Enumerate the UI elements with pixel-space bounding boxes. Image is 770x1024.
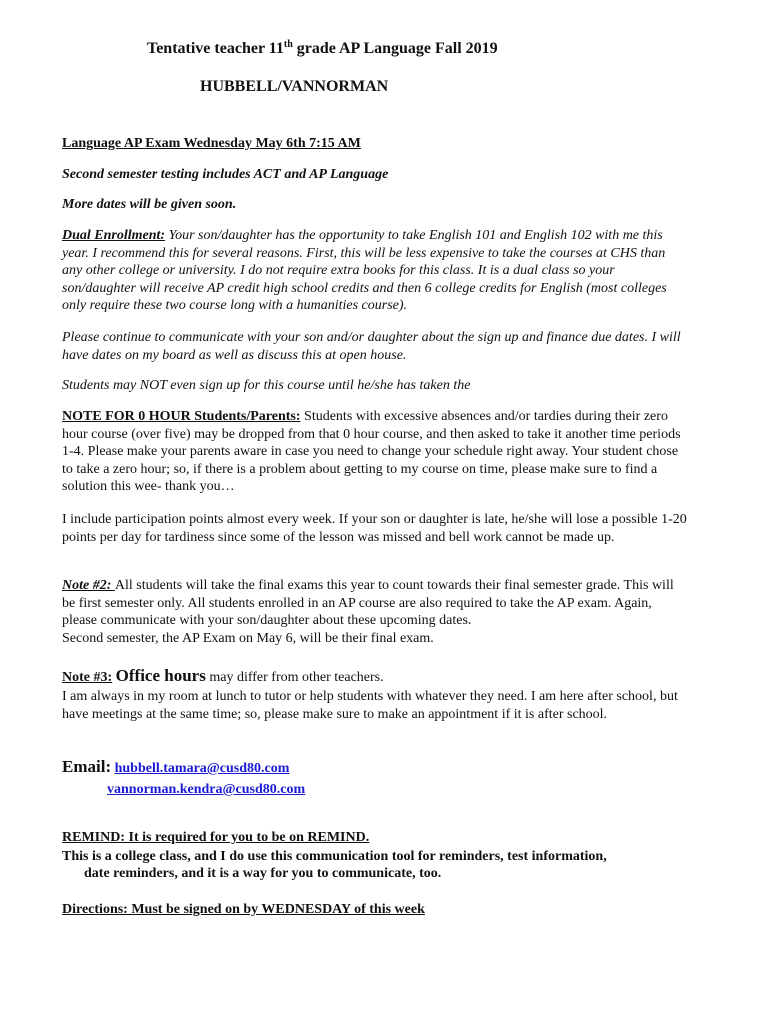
note2-label: Note #2: xyxy=(62,578,115,593)
note3-label: Note #3: xyxy=(62,670,113,685)
directions-heading: Directions: Must be signed on by WEDNESDAY of this week xyxy=(62,902,425,917)
exam-heading: Language AP Exam Wednesday May 6th 7:15 AM xyxy=(62,136,361,151)
email-link-vannorman[interactable]: vannorman.kendra@cusd80.com xyxy=(107,782,306,797)
office-hours-label: Office hours xyxy=(115,666,206,685)
note2-body: All students will take the final exams this year to count towards their final semester grade. This will be first semester only. All students enrolled in an AP course are also required to take the AP exam. Again, please communicate with your son/daughter about these upcoming dates. xyxy=(62,578,674,628)
zero-hour-paragraph xyxy=(62,408,687,496)
remind-body-line1: This is a college class, and I do use this communication tool for reminders, test information, xyxy=(62,849,607,864)
email-line xyxy=(62,758,687,778)
note3-tail: may differ from other teachers. xyxy=(205,670,384,685)
title-pre: Tentative teacher 11 xyxy=(147,40,284,57)
second-semester-note: Second semester testing includes ACT and AP Language xyxy=(62,167,389,182)
note2-line2: Second semester, the AP Exam on May 6, will be their final exam. xyxy=(62,630,434,646)
title-sup: th xyxy=(283,39,293,50)
sign-up-paragraph: Students may NOT even sign up for this course until he/she has taken the xyxy=(62,378,471,393)
dual-enrollment-paragraph xyxy=(62,227,687,315)
note3-heading xyxy=(62,667,687,687)
participation-paragraph: I include participation points almost every week. If your son or daughter is late, he/she will lose a possible 1-20 points per day for tardiness since some of the lesson was missed and bell work cannot be made up. xyxy=(62,512,687,545)
continue-paragraph: Please continue to communicate with your son and/or daughter about the sign up and finance due dates. I will have dates on my board as well as discuss this at open house. xyxy=(62,330,681,363)
dual-enrollment-body: Your son/daughter has the opportunity to take English 101 and English 102 with me this year. I recommend this for several reasons. First, this will be less expensive to take the courses at CHS than any other college or university. I do not require extra books for this class. It is a dual class so your son/daughter will receive AP credit high school credits and then 6 college credits for English (most colleges only require these two course long with a humanities course). xyxy=(62,228,667,313)
remind-heading: REMIND: It is required for you to be on REMIND. xyxy=(62,830,370,845)
more-dates-note: More dates will be given soon. xyxy=(62,197,237,212)
title-post: grade AP Language Fall 2019 xyxy=(292,40,498,57)
note3-body: I am always in my room at lunch to tutor or help students with whatever they need. I am here after school, but have meetings at the same time; so, please make sure to make an appointment if it is after school. xyxy=(62,689,678,722)
remind-body-line2: date reminders, and it is a way for you to communicate, too. xyxy=(84,866,442,881)
zero-hour-label: NOTE FOR 0 HOUR Students/Parents: xyxy=(62,409,301,424)
email-label: Email: xyxy=(62,757,112,776)
page-title xyxy=(147,40,498,58)
dual-enrollment-label: Dual Enrollment: xyxy=(62,228,166,243)
email-line-2 xyxy=(107,781,732,799)
email-link-hubbell[interactable]: hubbell.tamara@cusd80.com xyxy=(114,761,290,776)
zero-hour-body: Students with excessive absences and/or tardies during their zero hour course (over five) may be dropped from that 0 hour course, and then asked to take it another time periods 1-4. Please make your parents aware in case you need to change your schedule right away. Your student chose to take a zero hour; so, if there is a problem about getting to my course on time, please make sure to find a solution this wee- thank you… xyxy=(62,409,681,494)
note2-paragraph xyxy=(62,577,687,647)
teacher-names: HUBBELL/VANNORMAN xyxy=(200,78,389,95)
